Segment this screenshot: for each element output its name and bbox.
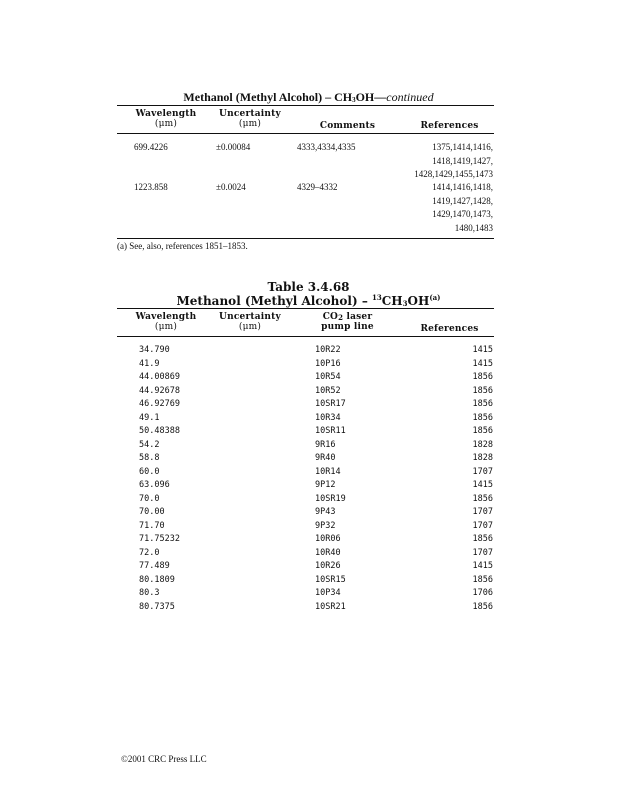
t2-reference: 1856 <box>472 372 493 382</box>
table1-header-rule <box>117 133 494 134</box>
table2-title: Methanol (Methyl Alcohol) – $^{13}CH_3OH^{(a)}$ <box>176 293 441 308</box>
t2-pump-line: 10R26 <box>315 561 341 571</box>
t2-reference: 1856 <box>472 385 493 396</box>
t2-header-wavelength: Wavelength (μm) <box>135 312 197 332</box>
t2-reference: 1856 <box>472 574 493 585</box>
t2-pump-line: 10SR11 <box>315 426 346 436</box>
t2-reference: 1856 <box>472 399 493 409</box>
t2-wavelength: 80.1809 <box>139 574 175 585</box>
t2-reference: 1707 <box>472 520 493 531</box>
t1-reference-line: 1428,1429,1455,1473 <box>414 169 493 179</box>
t2-wavelength: 80.3 <box>139 588 160 598</box>
t2-header-laser: $CO_2$ laser pump line <box>321 312 374 332</box>
t2-pump-line: 9R16 <box>315 439 336 450</box>
table2-header-rule <box>117 336 494 337</box>
t2-wavelength: 49.1 <box>139 412 160 423</box>
t2-wavelength: 63.096 <box>139 480 170 490</box>
t2-wavelength: 71.75232 <box>139 534 180 544</box>
t2-pump-line: 10P16 <box>315 358 341 369</box>
t2-wavelength: 34.790 <box>139 345 170 355</box>
t1-header-comments: Comments <box>319 121 376 131</box>
t1-reference-line: 1375,1414,1416, <box>432 142 493 152</box>
t2-pump-line: 9P12 <box>315 480 336 490</box>
t2-reference: 1706 <box>472 588 493 598</box>
t1-header-uncertainty: Uncertainty (μm) <box>219 109 281 129</box>
table1-bottom-rule <box>117 238 494 239</box>
t2-pump-line: 10P34 <box>315 588 341 598</box>
t2-reference: 1415 <box>472 561 493 571</box>
t1-wavelength: 699.4226 <box>134 142 168 152</box>
t2-wavelength: 44.00869 <box>139 372 180 382</box>
t1-comments: 4329–4332 <box>297 182 338 192</box>
t2-reference: 1828 <box>472 453 493 463</box>
t2-reference: 1415 <box>472 358 493 369</box>
t2-wavelength: 50.48388 <box>139 426 180 436</box>
t2-pump-line: 10R52 <box>315 385 341 396</box>
t2-pump-line: 10SR17 <box>315 399 346 409</box>
t2-pump-line: 10R54 <box>315 372 341 382</box>
t2-header-uncertainty: Uncertainty (μm) <box>219 312 281 332</box>
t1-header-references: References <box>420 121 479 131</box>
t2-wavelength: 72.0 <box>139 547 160 558</box>
t2-header-references: References <box>420 324 479 334</box>
t2-wavelength: 80.7375 <box>139 601 175 612</box>
t2-pump-line: 9R40 <box>315 453 336 463</box>
t1-reference-line: 1429,1470,1473, <box>432 209 493 219</box>
t1-wavelength: 1223.858 <box>134 182 168 192</box>
t2-reference: 1856 <box>472 493 493 504</box>
t2-pump-line: 9P32 <box>315 520 336 531</box>
t2-wavelength: 46.92769 <box>139 399 180 409</box>
t2-reference: 1707 <box>472 466 493 477</box>
t1-uncertainty: ±0.0024 <box>216 182 246 192</box>
t2-reference: 1856 <box>472 601 493 612</box>
t2-wavelength: 44.92678 <box>139 385 180 396</box>
t1-reference-line: 1480,1483 <box>454 222 493 233</box>
table1-title: Methanol (Methyl Alcohol) – $CH_3OH—continued$ <box>183 90 434 104</box>
t2-wavelength: 58.8 <box>139 453 160 463</box>
table2-number: Table 3.4.68 <box>267 280 350 294</box>
t2-wavelength: 70.00 <box>139 507 165 517</box>
t2-pump-line: 10R22 <box>315 345 341 355</box>
t2-wavelength: 41.9 <box>139 358 160 369</box>
t2-reference: 1856 <box>472 426 493 436</box>
t1-reference-line: 1414,1416,1418, <box>432 182 493 192</box>
t1-header-wavelength: Wavelength (μm) <box>135 109 197 129</box>
t2-reference: 1856 <box>472 534 493 544</box>
t2-pump-line: 10SR21 <box>315 601 346 612</box>
table2-top-rule <box>117 308 494 309</box>
t1-comments: 4333,4334,4335 <box>297 142 356 152</box>
t2-reference: 1707 <box>472 547 493 558</box>
t1-reference-line: 1418,1419,1427, <box>432 155 493 166</box>
t2-wavelength: 77.489 <box>139 561 170 571</box>
t2-pump-line: 10SR19 <box>315 493 346 504</box>
t1-uncertainty: ±0.00084 <box>216 142 251 152</box>
t2-reference: 1828 <box>472 439 493 450</box>
t2-reference: 1856 <box>472 412 493 423</box>
t2-pump-line: 10R40 <box>315 547 341 558</box>
t2-reference: 1707 <box>472 507 493 517</box>
t2-pump-line: 10R34 <box>315 412 341 423</box>
table1-footnote: (a) See, also, references 1851–1853. <box>117 241 248 251</box>
t2-pump-line: 10R06 <box>315 534 341 544</box>
t2-reference: 1415 <box>472 345 493 355</box>
t2-wavelength: 71.70 <box>139 520 165 531</box>
t2-wavelength: 60.0 <box>139 466 160 477</box>
t2-reference: 1415 <box>472 480 493 490</box>
t2-wavelength: 70.0 <box>139 493 160 504</box>
t2-pump-line: 9P43 <box>315 507 336 517</box>
table1-top-rule <box>117 105 494 106</box>
t1-reference-line: 1419,1427,1428, <box>432 195 493 206</box>
copyright: ©2001 CRC Press LLC <box>121 754 207 764</box>
t2-pump-line: 10SR15 <box>315 574 346 585</box>
t2-pump-line: 10R14 <box>315 466 341 477</box>
t2-wavelength: 54.2 <box>139 439 160 450</box>
